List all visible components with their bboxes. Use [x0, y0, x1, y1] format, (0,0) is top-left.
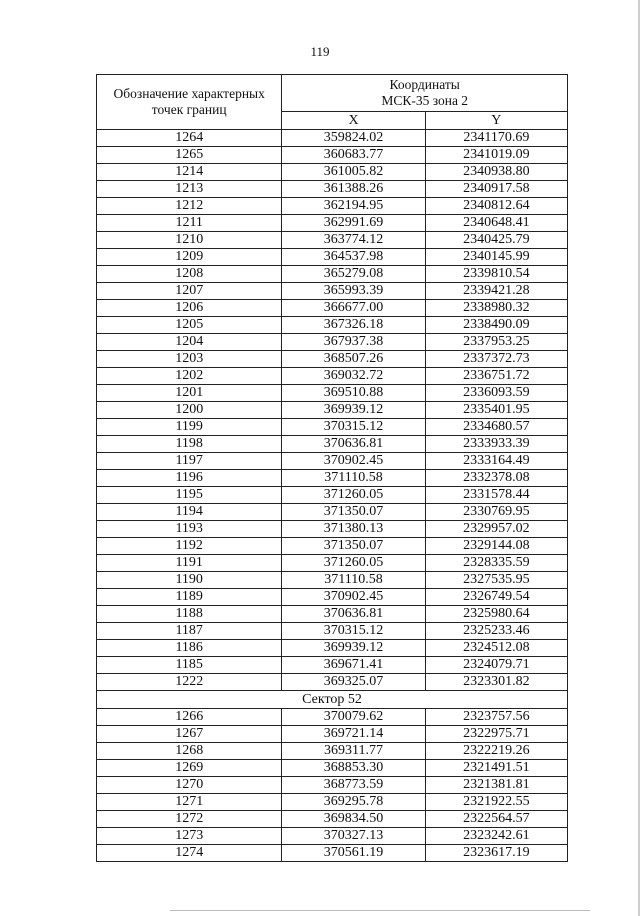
y-coordinate-cell: 2324079.71	[425, 657, 567, 674]
point-number-cell: 1189	[97, 589, 282, 606]
x-coordinate-cell: 369671.41	[282, 657, 425, 674]
table-row	[97, 760, 568, 777]
y-coordinate-cell: 2340938.80	[425, 164, 567, 181]
x-coordinate-cell: 369834.50	[282, 811, 425, 828]
point-number-cell: 1185	[97, 657, 282, 674]
x-coordinate-cell: 369032.72	[282, 368, 425, 385]
x-coordinate-cell: 370636.81	[282, 606, 425, 623]
coordinates-title: Координаты	[389, 77, 460, 92]
point-number-cell: 1222	[97, 674, 282, 691]
x-coordinate-cell: 369939.12	[282, 640, 425, 657]
point-number-cell: 1273	[97, 828, 282, 845]
y-coordinate-cell: 2341019.09	[425, 147, 567, 164]
point-name-header: Обозначение характерных точек границ	[97, 75, 282, 130]
table-row	[97, 811, 568, 828]
table-row	[97, 317, 568, 334]
x-coordinate-cell: 370079.62	[282, 709, 425, 726]
x-coordinate-cell: 365993.39	[282, 283, 425, 300]
x-coordinate-cell: 370636.81	[282, 436, 425, 453]
table-row	[97, 436, 568, 453]
x-coordinate-cell: 371260.05	[282, 487, 425, 504]
table-row	[97, 555, 568, 572]
point-number-cell: 1201	[97, 385, 282, 402]
point-number-cell: 1209	[97, 249, 282, 266]
y-coordinate-cell: 2340917.58	[425, 181, 567, 198]
table-row	[97, 572, 568, 589]
x-coordinate-cell: 370902.45	[282, 453, 425, 470]
y-coordinate-cell: 2340648.41	[425, 215, 567, 232]
point-number-cell: 1197	[97, 453, 282, 470]
x-coordinate-cell: 371260.05	[282, 555, 425, 572]
table-row	[97, 640, 568, 657]
x-coordinate-cell: 361005.82	[282, 164, 425, 181]
table-row	[97, 402, 568, 419]
point-number-cell: 1206	[97, 300, 282, 317]
point-number-cell: 1203	[97, 351, 282, 368]
table-row	[97, 419, 568, 436]
x-coordinate-cell: 368773.59	[282, 777, 425, 794]
x-coordinate-cell: 371380.13	[282, 521, 425, 538]
point-number-cell: 1190	[97, 572, 282, 589]
y-coordinate-cell: 2336093.59	[425, 385, 567, 402]
point-number-cell: 1269	[97, 760, 282, 777]
table-body-part1	[97, 130, 568, 691]
x-coordinate-cell: 369721.14	[282, 726, 425, 743]
point-number-cell: 1195	[97, 487, 282, 504]
x-coordinate-cell: 365279.08	[282, 266, 425, 283]
table-row	[97, 589, 568, 606]
table-row	[97, 845, 568, 862]
x-coordinate-cell: 359824.02	[282, 130, 425, 147]
point-number-cell: 1204	[97, 334, 282, 351]
table-row	[97, 283, 568, 300]
point-number-cell: 1266	[97, 709, 282, 726]
point-number-cell: 1214	[97, 164, 282, 181]
point-number-cell: 1186	[97, 640, 282, 657]
point-number-cell: 1274	[97, 845, 282, 862]
table-row	[97, 828, 568, 845]
x-coordinate-cell: 370315.12	[282, 419, 425, 436]
x-coordinate-cell: 369510.88	[282, 385, 425, 402]
page-number: 119	[310, 44, 330, 59]
y-column-header: Y	[425, 112, 567, 130]
y-coordinate-cell: 2339421.28	[425, 283, 567, 300]
x-coordinate-cell: 371110.58	[282, 470, 425, 487]
point-number-cell: 1211	[97, 215, 282, 232]
y-coordinate-cell: 2327535.95	[425, 572, 567, 589]
y-coordinate-cell: 2321491.51	[425, 760, 567, 777]
x-coordinate-cell: 363774.12	[282, 232, 425, 249]
table-row	[97, 538, 568, 555]
point-number-cell: 1194	[97, 504, 282, 521]
table-row	[97, 181, 568, 198]
x-coordinate-cell: 369295.78	[282, 794, 425, 811]
table-row	[97, 249, 568, 266]
table-row	[97, 777, 568, 794]
table-row	[97, 623, 568, 640]
table-row	[97, 794, 568, 811]
x-coordinate-cell: 368853.30	[282, 760, 425, 777]
table-row	[97, 743, 568, 760]
table-row	[97, 470, 568, 487]
x-coordinate-cell: 361388.26	[282, 181, 425, 198]
sector-section	[97, 691, 568, 709]
table-row	[97, 266, 568, 283]
coordinate-system-label: МСК-35 зона 2	[381, 93, 469, 108]
x-coordinate-cell: 367326.18	[282, 317, 425, 334]
x-coordinate-cell: 369939.12	[282, 402, 425, 419]
table-row	[97, 300, 568, 317]
point-number-cell: 1191	[97, 555, 282, 572]
x-coordinate-cell: 371110.58	[282, 572, 425, 589]
x-coordinate-cell: 367937.38	[282, 334, 425, 351]
y-coordinate-cell: 2334680.57	[425, 419, 567, 436]
y-coordinate-cell: 2323757.56	[425, 709, 567, 726]
x-coordinate-cell: 369325.07	[282, 674, 425, 691]
y-coordinate-cell: 2333933.39	[425, 436, 567, 453]
point-number-cell: 1264	[97, 130, 282, 147]
y-coordinate-cell: 2329957.02	[425, 521, 567, 538]
point-number-cell: 1271	[97, 794, 282, 811]
table-row	[97, 453, 568, 470]
point-number-cell: 1272	[97, 811, 282, 828]
y-coordinate-cell: 2328335.59	[425, 555, 567, 572]
table-row	[97, 198, 568, 215]
table-row	[97, 521, 568, 538]
point-number-cell: 1270	[97, 777, 282, 794]
table-row	[97, 351, 568, 368]
x-coordinate-cell: 364537.98	[282, 249, 425, 266]
y-coordinate-cell: 2326749.54	[425, 589, 567, 606]
y-coordinate-cell: 2330769.95	[425, 504, 567, 521]
sector-row	[97, 691, 568, 709]
point-number-cell: 1210	[97, 232, 282, 249]
point-number-cell: 1196	[97, 470, 282, 487]
table-row	[97, 657, 568, 674]
x-coordinate-cell: 362194.95	[282, 198, 425, 215]
point-number-cell: 1213	[97, 181, 282, 198]
x-coordinate-cell: 371350.07	[282, 538, 425, 555]
x-coordinate-cell: 371350.07	[282, 504, 425, 521]
table-row	[97, 232, 568, 249]
y-coordinate-cell: 2337372.73	[425, 351, 567, 368]
x-coordinate-cell: 370902.45	[282, 589, 425, 606]
y-coordinate-cell: 2323301.82	[425, 674, 567, 691]
point-number-cell: 1207	[97, 283, 282, 300]
table-row	[97, 368, 568, 385]
point-number-cell: 1202	[97, 368, 282, 385]
table-row	[97, 504, 568, 521]
coordinates-header	[282, 75, 568, 112]
x-coordinate-cell: 366677.00	[282, 300, 425, 317]
point-number-cell: 1187	[97, 623, 282, 640]
point-number-cell: 1267	[97, 726, 282, 743]
y-coordinate-cell: 2339810.54	[425, 266, 567, 283]
point-number-cell: 1212	[97, 198, 282, 215]
y-coordinate-cell: 2340425.79	[425, 232, 567, 249]
y-coordinate-cell: 2336751.72	[425, 368, 567, 385]
point-number-cell: 1208	[97, 266, 282, 283]
point-number-cell: 1205	[97, 317, 282, 334]
y-coordinate-cell: 2331578.44	[425, 487, 567, 504]
table-row	[97, 709, 568, 726]
y-coordinate-cell: 2338490.09	[425, 317, 567, 334]
point-number-cell: 1265	[97, 147, 282, 164]
point-number-cell: 1188	[97, 606, 282, 623]
table-row	[97, 334, 568, 351]
coordinates-table	[96, 74, 568, 862]
y-coordinate-cell: 2324512.08	[425, 640, 567, 657]
y-coordinate-cell: 2322564.57	[425, 811, 567, 828]
table-row	[97, 215, 568, 232]
y-coordinate-cell: 2335401.95	[425, 402, 567, 419]
y-coordinate-cell: 2322219.26	[425, 743, 567, 760]
table-row	[97, 606, 568, 623]
sector-label: Сектор 52	[97, 691, 568, 709]
point-number-cell: 1193	[97, 521, 282, 538]
x-coordinate-cell: 370327.13	[282, 828, 425, 845]
y-coordinate-cell: 2323617.19	[425, 845, 567, 862]
table-header	[97, 75, 568, 130]
x-coordinate-cell: 369311.77	[282, 743, 425, 760]
x-coordinate-cell: 360683.77	[282, 147, 425, 164]
point-number-cell: 1200	[97, 402, 282, 419]
y-coordinate-cell: 2340812.64	[425, 198, 567, 215]
y-coordinate-cell: 2341170.69	[425, 130, 567, 147]
x-coordinate-cell: 370315.12	[282, 623, 425, 640]
table-row	[97, 164, 568, 181]
y-coordinate-cell: 2323242.61	[425, 828, 567, 845]
scan-bottom-line	[170, 910, 590, 911]
x-column-header: X	[282, 112, 425, 130]
point-number-cell: 1198	[97, 436, 282, 453]
table-row	[97, 385, 568, 402]
y-coordinate-cell: 2329144.08	[425, 538, 567, 555]
y-coordinate-cell: 2321381.81	[425, 777, 567, 794]
x-coordinate-cell: 368507.26	[282, 351, 425, 368]
y-coordinate-cell: 2333164.49	[425, 453, 567, 470]
y-coordinate-cell: 2332378.08	[425, 470, 567, 487]
y-coordinate-cell: 2338980.32	[425, 300, 567, 317]
table-row	[97, 487, 568, 504]
y-coordinate-cell: 2340145.99	[425, 249, 567, 266]
y-coordinate-cell: 2322975.71	[425, 726, 567, 743]
point-number-cell: 1199	[97, 419, 282, 436]
point-number-cell: 1192	[97, 538, 282, 555]
point-number-cell: 1268	[97, 743, 282, 760]
table-row	[97, 726, 568, 743]
y-coordinate-cell: 2325233.46	[425, 623, 567, 640]
x-coordinate-cell: 370561.19	[282, 845, 425, 862]
y-coordinate-cell: 2337953.25	[425, 334, 567, 351]
y-coordinate-cell: 2321922.55	[425, 794, 567, 811]
x-coordinate-cell: 362991.69	[282, 215, 425, 232]
y-coordinate-cell: 2325980.64	[425, 606, 567, 623]
table-body-part2	[97, 709, 568, 862]
table-row	[97, 130, 568, 147]
table-row	[97, 147, 568, 164]
table-row	[97, 674, 568, 691]
